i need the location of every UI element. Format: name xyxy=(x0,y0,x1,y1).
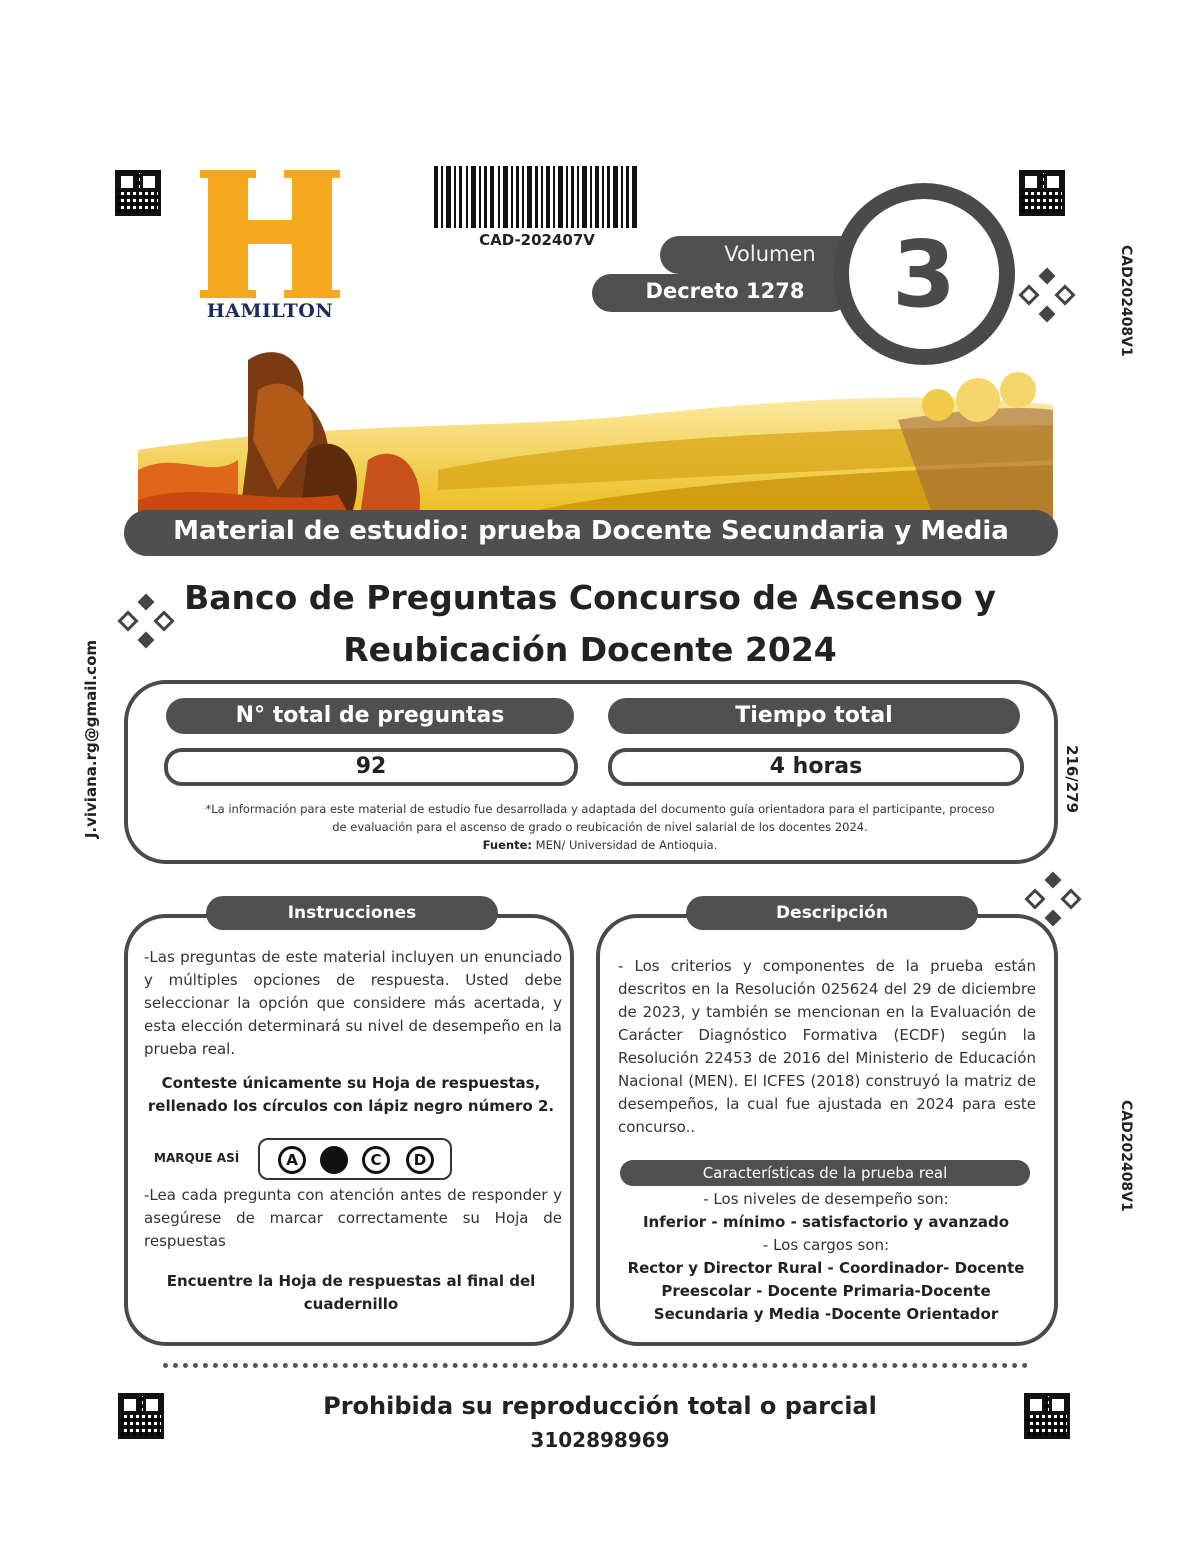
description-header: Descripción xyxy=(686,896,978,930)
side-code-top: CAD202408V1 xyxy=(1118,245,1134,357)
roles-line-3: Secundaria y Media -Docente Orientador xyxy=(653,1305,999,1323)
barcode-icon xyxy=(432,166,642,228)
questions-value: 92 xyxy=(164,748,578,786)
roles-line-2: Preescolar - Docente Primaria-Docente xyxy=(661,1282,991,1300)
instructions-bold-1 xyxy=(136,1072,566,1118)
real-test-features xyxy=(612,1188,1040,1326)
contact-phone: 3102898969 xyxy=(530,1428,670,1452)
page-count: 216/279 xyxy=(1063,745,1081,814)
instructions-bold-2-line-1: Encuentre la Hoja de respuestas al final del xyxy=(166,1272,536,1290)
source-label: Fuente: xyxy=(482,838,532,852)
bubble-c: C xyxy=(362,1146,390,1174)
diamond-ornament-icon xyxy=(1018,266,1076,324)
brand-name: HAMILTON xyxy=(206,300,334,322)
questions-header: N° total de preguntas xyxy=(166,698,574,734)
material-banner-text: Material de estudio: prueba Docente Secundaria y Media xyxy=(173,516,1009,546)
dotted-divider xyxy=(163,1363,1028,1369)
qr-code-top-left xyxy=(115,170,161,216)
real-test-features-header: Características de la prueba real xyxy=(620,1160,1030,1186)
roles-line-1: Rector y Director Rural - Coordinador- Docente xyxy=(627,1259,1025,1277)
time-header: Tiempo total xyxy=(608,698,1020,734)
mark-label: MARQUE ASÍ xyxy=(154,1151,240,1165)
instructions-bold-1-line-1: Conteste únicamente su Hoja de respuestas, xyxy=(161,1074,541,1092)
time-value: 4 horas xyxy=(608,748,1024,786)
answer-example xyxy=(258,1138,452,1180)
qr-code-bottom-right xyxy=(1024,1393,1070,1439)
note-source xyxy=(160,836,1040,854)
hamilton-h-logo-icon xyxy=(200,170,340,298)
owner-email: J.viviana.rg@gmail.com xyxy=(82,640,100,839)
decree-label: Decreto 1278 xyxy=(645,279,805,303)
volume-number: 3 xyxy=(891,221,956,328)
volume-label: Volumen xyxy=(724,242,816,266)
source-value: MEN/ Universidad de Antioquia. xyxy=(535,838,718,852)
barcode-code: CAD-202407V xyxy=(479,231,595,249)
instructions-bold-2-line-2: cuadernillo xyxy=(303,1295,399,1313)
levels-intro: - Los niveles de desempeño son: xyxy=(703,1190,949,1208)
instructions-header: Instrucciones xyxy=(206,896,498,930)
qr-code-top-right xyxy=(1019,170,1065,216)
instructions-bold-2 xyxy=(136,1270,566,1316)
bubble-d: D xyxy=(406,1146,434,1174)
qr-code-bottom-left xyxy=(118,1393,164,1439)
instructions-bold-1-line-2: rellenado los círculos con lápiz negro número 2. xyxy=(147,1097,555,1115)
page-title xyxy=(150,572,1030,676)
reproduction-warning: Prohibida su reproducción total o parcial xyxy=(323,1392,877,1420)
bubble-a: A xyxy=(278,1146,306,1174)
source-note xyxy=(160,800,1040,854)
note-line-2: de evaluación para el ascenso de grado o reubicación de nivel salarial de los docentes 2024. xyxy=(332,820,868,834)
note-line-1: *La información para este material de estudio fue desarrollada y adaptada del documento guía orientadora para el participante, proceso xyxy=(205,802,995,816)
autumn-landscape-illustration xyxy=(138,330,1053,530)
side-code-bottom: CAD202408V1 xyxy=(1118,1100,1134,1212)
roles-intro: - Los cargos son: xyxy=(762,1236,890,1254)
levels-list: Inferior - mínimo - satisfactorio y avanzado xyxy=(642,1213,1010,1231)
bubble-b-filled xyxy=(320,1146,348,1174)
instructions-paragraph-1: -Las preguntas de este material incluyen un enunciado y múltiples opciones de respuesta. Usted debe seleccionar la opción que considere más acertada, y esta elección determinará su nivel de desempeño en la prueba real. xyxy=(144,948,562,1058)
title-line-1: Banco de Preguntas Concurso de Ascenso y xyxy=(184,578,996,617)
title-line-2: Reubicación Docente 2024 xyxy=(343,630,837,669)
description-paragraph: - Los criterios y componentes de la prueba están descritos en la Resolución 025624 del 29 de diciembre de 2023, y también se mencionan en la Evaluación de Carácter Diagnóstico Formativa (ECDF) según la Resolución 22453 de 2016 del Ministerio de Educación Nacional (MEN). El ICFES (2018) construyó la matriz de desempeños, la cual fue ajustada en 2024 para este concurso.. xyxy=(618,957,1036,1136)
instructions-paragraph-2: -Lea cada pregunta con atención antes de responder y asegúrese de marcar correctamente su Hoja de respuestas xyxy=(144,1186,562,1250)
